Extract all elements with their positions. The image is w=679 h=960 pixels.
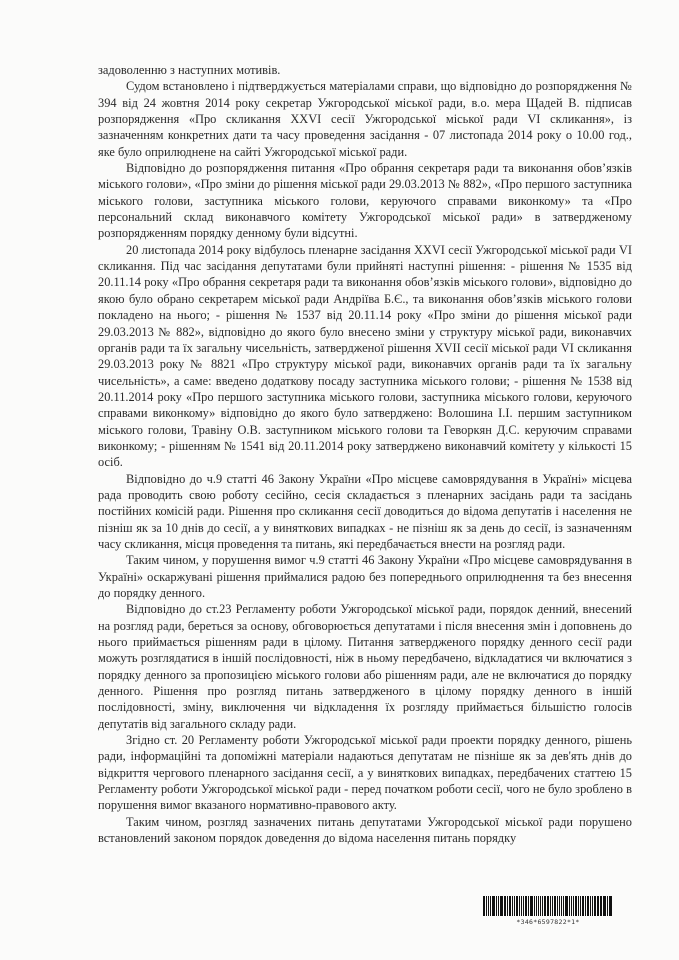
barcode-bar [603, 896, 606, 916]
barcode-bar [592, 896, 593, 916]
barcode-bar [536, 896, 538, 916]
barcode-bar [519, 896, 520, 916]
barcode-bar [525, 896, 527, 916]
paragraph: Відповідно до ст.23 Регламенту роботи Ужгородської міської ради, порядок денний, внесений на розгляд ради, береться за основу, обговорюється депутатами і після внесення змін і доповнень до нього приймається рішенням ради в цілому. Питання затвердженого порядку денного сесії ради можуть розглядатися в іншій послідовності, ніж в ньому передбачено, відкладатися чи включатися з порядку денного за пропозицією міського голови або рішенням ради, але не включатися до порядку денного. Рішення про розгляд питань затвердженого в цілому порядку денного в іншій послідовності, зміну, виключення чи відкладення їх розгляду приймається більшістю голосів депутатів від загального складу ради. [98, 602, 632, 731]
barcode-bar [501, 896, 503, 916]
barcode-bar [585, 896, 586, 916]
barcode-bar [521, 896, 522, 916]
barcode-bar [582, 896, 585, 916]
barcode-bar [512, 896, 513, 916]
paragraph: Відповідно до розпорядження питання «Про обрання секретаря ради та виконання обов’язків міського голови», «Про зміни до рішення міської ради 29.03.2013 № 882», «Про першого заступника міського голови, заступника міського голови, керуючого справами виконкому» та «Про персональний склад виконавчого комітету Ужгородської міської ради» в затвердженому розпорядженням порядку денному були відсутні. [98, 161, 632, 241]
barcode-bar [559, 896, 560, 916]
barcode-bar [530, 896, 533, 916]
paragraph: Судом встановлено і підтверджується матеріалами справи, що відповідно до розпорядження № 394 від 24 жовтня 2014 року секретар Ужгородської міської ради, в.о. мера Щадей В. підписав розпорядження «Про скликання XXVI сесії Ужгородської міської ради VI скликання», із зазначенням конкретних дати та часу проведення засідання - 07 листопада 2014 року о 10.00 год., яке було оприлюднене на сайті Ужгородської міської ради. [98, 79, 632, 159]
barcode-bar [528, 896, 529, 916]
barcode-bar [571, 896, 572, 916]
barcode [483, 896, 613, 926]
barcode-bar [597, 896, 598, 916]
barcode-bar [516, 896, 518, 916]
paragraph: Таким чином, у порушення вимог ч.9 статті 46 Закону України «Про місцеве самоврядування в Україні» оскаржувані рішення приймалися радою без попереднього оприлюднення та без внесення до порядку денного. [98, 553, 632, 600]
barcode-bar [547, 896, 550, 916]
barcode-bar [496, 896, 497, 916]
barcode-bar [490, 896, 492, 916]
barcode-bar [498, 896, 499, 916]
barcode-bar [575, 896, 577, 916]
barcode-bar [600, 896, 602, 916]
barcode-bar [587, 896, 589, 916]
paragraph: задоволенню з наступних мотивів. [98, 63, 281, 77]
barcode-bar [540, 896, 541, 916]
paragraph: 20 листопада 2014 року відбулось пленарне засідання XXVI сесії Ужгородської міської ради VI скликання. Під час засідання депутатами були прийняті наступні рішення: - рішення № 1535 від 20.11.14 року «Про обрання секретаря ради та виконання обов’язків міського голови», відповідно до якою було обрано секретарем міської ради Андріїва Б.Є., та виконання обов’язків міського голови покладено на нього; - рішення № 1537 від 20.11.14 року «Про зміни до рішення міської ради 29.03.2013 № 882», відповідно до якого було внесено зміни у структуру міської ради, виконавчих органів ради та їх загальну чисельність, затвердженої рішення XVII сесії міської ради VI скликання 29.03.2013 року № 8821 «Про структуру міської ради, виконавчих органів ради та їх загальну чисельність», а саме: введено додаткову посаду заступника міського голови; - рішення № 1538 від 20.11.2014 року «Про першого заступника міського голови, заступника міського голови, керуючого справами виконкому» відповідно до якого було затверджено: Волошина І.І. першим заступником міського голови, Травіну О.В. заступником міського голови та Геворкян Д.С. керуючим справами виконкому; - рішенням № 1541 від 20.11.2014 року затверджено виконавчий комітету у кількості 15 осіб. [98, 242, 632, 470]
document-body [98, 62, 632, 847]
barcode-bar [610, 896, 612, 916]
barcode-bar [607, 896, 608, 916]
barcode-bar [594, 896, 596, 916]
barcode-bar [544, 896, 546, 916]
barcode-bar [509, 896, 512, 916]
paragraph: Згідно ст. 20 Регламенту роботи Ужгородської міської ради проекти порядку денного, рішень ради, інформаційні та допоміжні матеріали надаються депутатам не пізніше як за дев'ять днів до відкриття чергового пленарного засідання сесії, а у виняткових випадках, передбачених статтею 15 Регламенту роботи Ужгородської міської ради - перед початком роботи сесії, чого не було зроблено в порушення вимог вказаного нормативно-правового акту. [98, 733, 632, 813]
barcode-bar [554, 896, 556, 916]
barcode-bar [538, 896, 539, 916]
barcode-bar [609, 896, 610, 916]
paragraph: Відповідно до ч.9 статті 46 Закону України «Про місцеве самоврядування в Україні» місцева рада проводить свою роботу сесійно, сесія складається з пленарних засідань ради та засідань постійних комісій ради. Рішення про скликання сесії доводиться до відома депутатів і населення не пізніш як за 10 днів до сесії, а у виняткових випадках - не пізніш як за день до сесії, із зазначенням часу скликання, місця проведення та питань, які передбачається внести на розгляд ради. [98, 471, 632, 551]
paragraph: Таким чином, розгляд зазначених питань депутатами Ужгородської міської ради порушено встановлений законом порядок доведення до відома населення питань порядку [98, 814, 632, 846]
barcode-bar [500, 896, 501, 916]
barcode-bars [483, 896, 613, 916]
barcode-bar [578, 896, 579, 916]
barcode-bar [488, 896, 489, 916]
barcode-bar [542, 896, 543, 916]
barcode-bar [590, 896, 591, 916]
barcode-bar [523, 896, 525, 916]
barcode-bar [598, 896, 599, 916]
barcode-bar [565, 896, 568, 916]
barcode-bar [507, 896, 508, 916]
barcode-bar [534, 896, 535, 916]
barcode-bar [552, 896, 553, 916]
barcode-bar [492, 896, 495, 916]
barcode-bar [514, 896, 515, 916]
barcode-bar [557, 896, 558, 916]
barcode-number: *346*6597822*1* [516, 918, 580, 926]
barcode-bar [504, 896, 506, 916]
barcode-bar [573, 896, 575, 916]
barcode-bar [550, 896, 551, 916]
barcode-bar [483, 896, 485, 916]
barcode-bar [569, 896, 570, 916]
barcode-bar [580, 896, 581, 916]
barcode-bar [561, 896, 563, 916]
barcode-bar [486, 896, 487, 916]
barcode-bar [563, 896, 564, 916]
